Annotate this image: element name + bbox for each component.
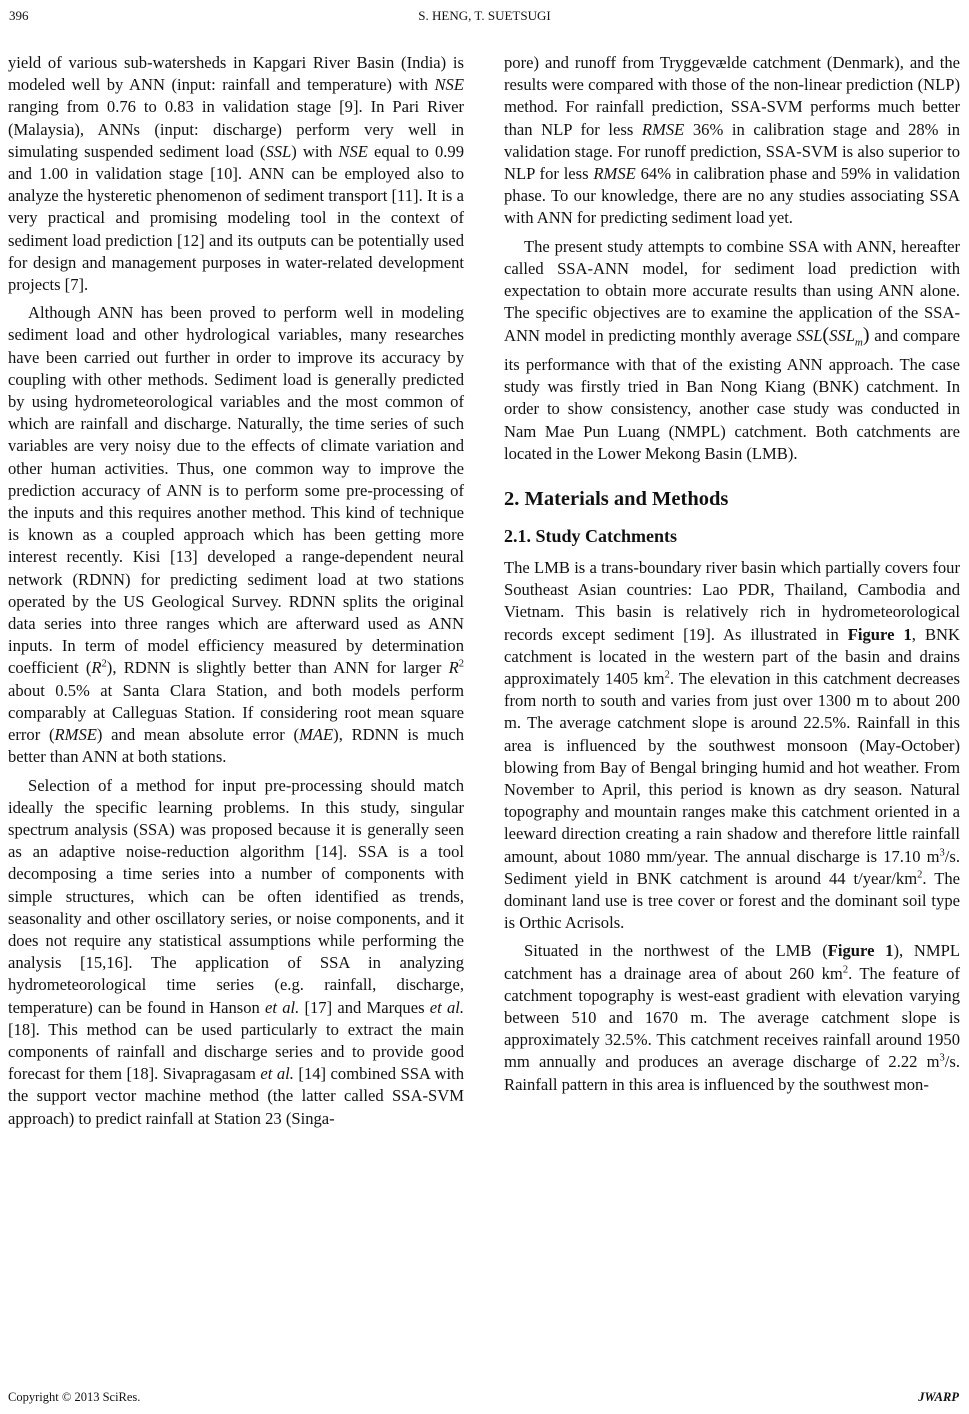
page-header bbox=[0, 8, 969, 28]
journal-name: JWARP bbox=[918, 1390, 959, 1404]
running-authors: S. HENG, T. SUETSUGI bbox=[418, 8, 551, 23]
paragraph: pore) and runoff from Tryggevælde catchment (Denmark), and the results were compared with those of the non-linear prediction (NLP) method. For rainfall prediction, SSA-SVM performs much better than NLP for less RMSE 36% in calibration stage and 28% in validation stage. For runoff prediction, SSA-SVM is also superior to NLP for less RMSE 64% in calibration phase and 59% in validation phase. To our knowledge, there are no any studies associating SSA with ANN for predicting sediment load yet. bbox=[504, 53, 960, 228]
ssl-formula: $SSL(SSL_m)$ bbox=[796, 324, 870, 349]
paragraph: Although ANN has been proved to perform well in modeling sediment load and other hydrological variables, many researches have been carried out further in order to improve its accuracy by coupling with other methods. Sediment load is generally predicted by using hydrometeorological variables and the most common of which are rainfall and discharge. Naturally, the time series of such variables are very noisy due to the effects of climate variation and other human activities. Thus, one common way to improve the prediction accuracy of ANN is to perform some pre-processing of the inputs and this requires another method. This kind of technique is known as a coupled approach which has been getting more interest recently. Kisi [13] developed a range-dependent neural network (RDNN) for predicting sediment load at two stations operated by the US Geological Survey. RDNN splits the original data series into three ranges which are afterward used as ANN inputs. In term of model efficiency measured by determination coefficient $(R^2)$, RDNN is slightly better than ANN for larger $R^2$ about 0.5% at Santa Clara Station, and both models perform comparably at Calleguas Station. If considering root mean square error (RMSE) and mean absolute error (MAE), RDNN is much better than ANN at both stations. bbox=[8, 303, 464, 767]
right-column bbox=[504, 52, 960, 1096]
section-heading: 2. Materials and Methods bbox=[504, 487, 729, 510]
paragraph: Selection of a method for input pre-processing should match ideally the specific learning problems. In this study, singular spectrum analysis (SSA) was proposed because it is generally seen as an adaptive noise-reduction algorithm [14]. SSA is a tool decomposing a time series into a number of components with simple structures, which can be often identified as trends, seasonality and other oscillatory series, or noise components, and it does not require any statistical assumptions while performing the analysis [15,16]. The application of SSA in analyzing hydrometeorological time series (e.g. rainfall, discharge, temperature) can be found in Hanson et al. [17] and Marques et al. [18]. This method can be used particularly to extract the main components of rainfall and discharge series and to provide good forecast for them [18]. Sivapragasam et al. [14] combined SSA with the support vector machine method (the latter called SSA-SVM approach) to predict rainfall at Station 23 (Singa- bbox=[8, 775, 465, 1128]
paragraph: The LMB is a trans-boundary river basin which partially covers four Southeast Asian countries: Lao PDR, Thailand, Cambodia and Vietnam. This basin is relatively rich in hydrometeorological records except sediment [19]. As illustrated in Figure 1, BNK catchment is located in the western part of the basin and drains approximately 1405 $km^2$. The elevation in this catchment decreases from north to south and varies from just over 1300 m to about 200 m. The average catchment slope is around 22.5%. Rainfall in this area is influenced by the southwest monsoon (May-October) blowing from Bay of Bengal bringing humid and hot weather. From November to April, this period is known as dry season. Natural topography and mountain ranges make this catchment oriented in a leeward direction creating a rain shadow and therefore little rainfall amount, about 1080 mm/year. The annual discharge is 17.10 $m^3/s$. Sediment yield in BNK catchment is around 44 $t/year/km^2$. The dominant land use is tree cover or forest and the dominant soil type is Orthic Acrisols. bbox=[504, 557, 960, 933]
page-number: 396 bbox=[9, 8, 29, 23]
left-column bbox=[8, 52, 464, 1130]
page-footer bbox=[0, 1390, 969, 1408]
paragraph: yield of various sub-watersheds in Kapgari River Basin (India) is modeled well by ANN (input: rainfall and temperature) with NSE ranging from 0.76 to 0.83 in validation stage [9]. In Pari River (Malaysia), ANNs (input: discharge) perform very well in simulating suspended sediment load (SSL) with NSE equal to 0.99 and 1.00 in validation stage [10]. ANN can be employed also to analyze the hysteretic phenomenon of sediment transport [11]. It is a very practical and promising modeling tool in the context of sediment load prediction [12] and its outputs can be potentially used for design and management purposes in water-related development projects [7]. bbox=[8, 53, 464, 295]
paragraph: Situated in the northwest of the LMB (Figure 1), NMPL catchment has a drainage area of about 260 $km^2$. The feature of catchment topography is west-east gradient with elevation varying between 510 and 1670 m. The average catchment slope is approximately 32.5%. This catchment receives rainfall around 1950 mm annually and produces an average discharge of 2.22 $m^3/s$. Rainfall pattern in this area is influenced by the southwest mon- bbox=[504, 941, 960, 1094]
copyright-notice: Copyright © 2013 SciRes. bbox=[8, 1390, 141, 1404]
subsection-heading: 2.1. Study Catchments bbox=[504, 525, 678, 546]
paragraph: The present study attempts to combine SSA with ANN, hereafter called SSA-ANN model, for sediment load prediction with expectation to obtain more accurate results than using ANN alone. The specific objectives are to examine the application of the SSA-ANN model in predicting monthly average $SSL(SSL_m)$ and compare its performance with that of the existing ANN approach. The case study was firstly tried in Ban Nong Kiang (BNK) catchment. In order to show consistency, another case study was conducted in Nam Mae Pun Luang (NMPL) catchment. Both catchments are located in the Lower Mekong Basin (LMB). bbox=[504, 236, 960, 463]
